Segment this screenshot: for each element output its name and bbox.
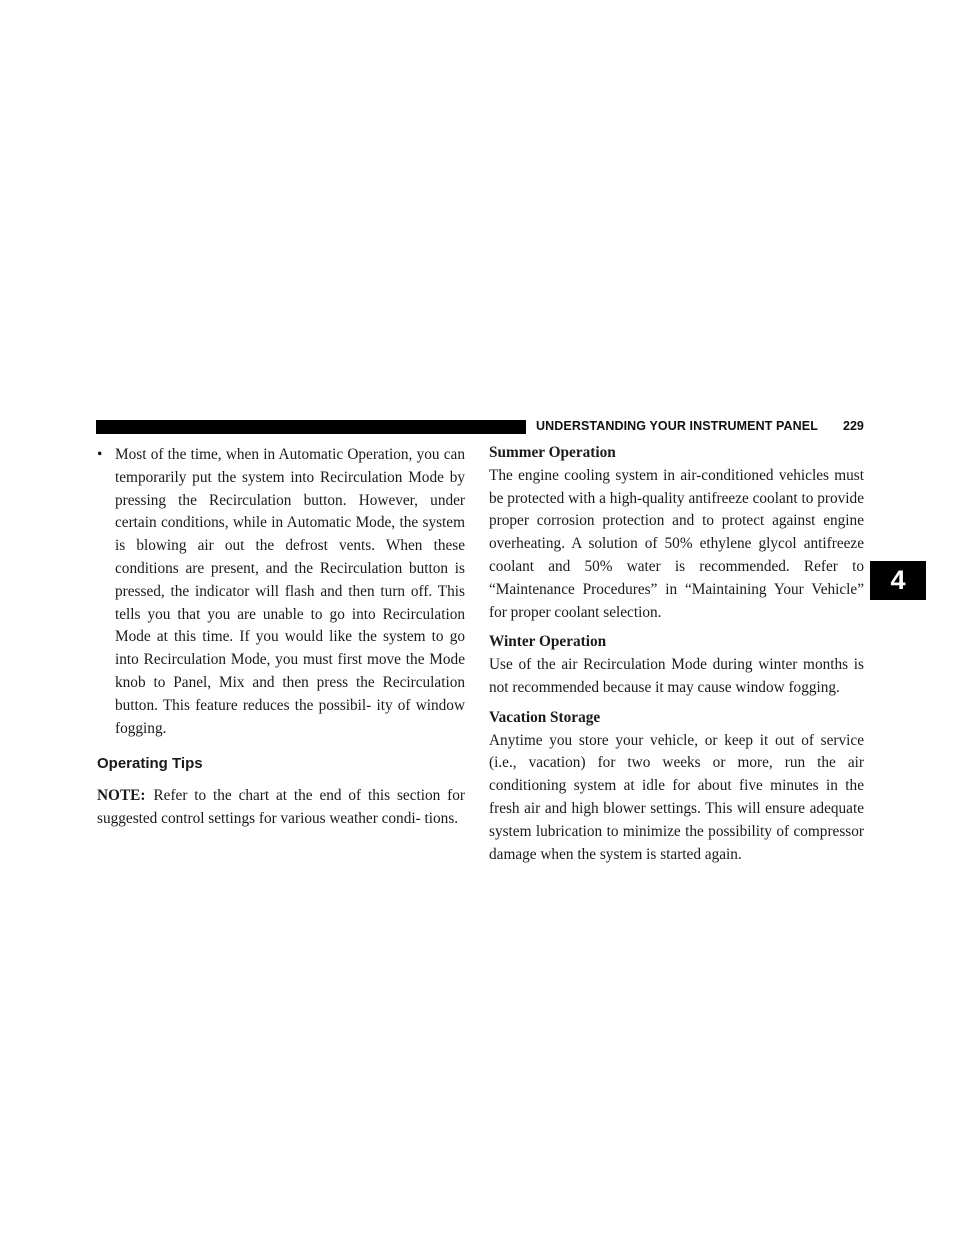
paragraph-vacation-storage: Anytime you store your vehicle, or keep it out of service (i.e., vacation) for two weeks or more, run the air conditioning system at idle for about five minutes in the fresh air and high blower settings. This will ensure adequate system lubrication to minimize the possibility of compressor damage when the system is started again. xyxy=(489,731,864,863)
note-label: NOTE: xyxy=(97,787,146,805)
paragraph-summer-operation: The engine cooling system in air-conditioned vehicles must be protected with a high-quality antifreeze coolant to provide proper corrosion protection and to protect against engine overheating. A solution of 50% ethylene glycol antifreeze coolant and 50% water is recommended. Refer to “Maintenance Procedures” in “Maintaining Your Vehicle” for proper coolant selection. xyxy=(489,466,864,621)
bullet-text: Most of the time, when in Automatic Operation, you can temporarily put the system into Recirculation Mode by pressing the Recirculation button. However, under certain conditions, while in Automatic Mode, the system is blowing air out the defrost vents. When these conditions are present, and the Recirculation button is pressed, the indicator will flash and then turn off. This tells you that you are unable to go into Recirculation Mode at this time. If you would like the system to go into Recirculation Mode, you must first move the Mode knob to Panel, Mix and then press the Recirculation button. This feature reduces the possibil- ity of window fogging. xyxy=(115,446,465,737)
bullet-item xyxy=(97,444,465,740)
right-column xyxy=(489,442,864,873)
left-column xyxy=(97,444,465,831)
header-rule xyxy=(96,420,526,434)
subheading-winter-operation: Winter Operation xyxy=(489,633,607,651)
subheading-summer-operation: Summer Operation xyxy=(489,444,616,461)
paragraph-winter-operation: Use of the air Recirculation Mode during winter months is not recommended because it may cause window fogging. xyxy=(489,656,864,696)
bullet-icon: • xyxy=(97,446,103,463)
running-header-title: UNDERSTANDING YOUR INSTRUMENT PANEL xyxy=(536,419,818,433)
note-paragraph xyxy=(97,785,465,831)
section-summer-operation xyxy=(489,442,864,624)
section-heading-operating-tips: Operating Tips xyxy=(97,755,203,773)
section-winter-operation xyxy=(489,631,864,699)
page-number: 229 xyxy=(843,419,864,433)
section-vacation-storage xyxy=(489,707,864,867)
chapter-tab: 4 xyxy=(870,561,926,600)
subheading-vacation-storage: Vacation Storage xyxy=(489,708,601,726)
note-text: Refer to the chart at the end of this section for suggested control settings for various weather condi- tions. xyxy=(97,787,465,828)
